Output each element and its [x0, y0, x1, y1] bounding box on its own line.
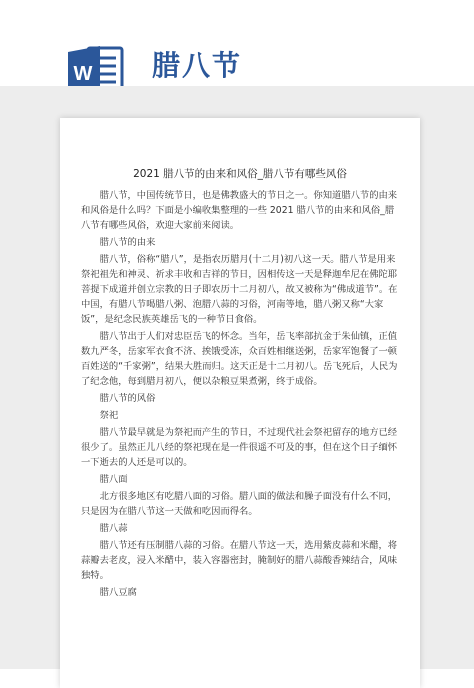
- paragraph: 腊八节，中国传统节日，也是佛教盛大的节日之一。你知道腊八节的由来和风俗是什么吗？下面是小编收集整理的一些 2021 腊八节的由来和风俗_腊八节有哪些风俗，欢迎大家前来阅读。: [81, 190, 398, 231]
- document-title: 2021 腊八节的由来和风俗_腊八节有哪些风俗: [133, 168, 347, 180]
- paragraph: 北方很多地区有吃腊八面的习俗。腊八面的做法和臊子面没有什么不同，只是因为在腊八节这一天做和吃因而得名。: [81, 491, 398, 517]
- paragraph: 腊八节出于人们对忠臣岳飞的怀念。当年，岳飞率部抗金于朱仙镇，正值数九严冬，岳家军衣食不济、挨饿受冻，众百姓相继送粥，岳家军饱餐了一顿百姓送的“千家粥”，结果大胜而归。这天正是十二月初八。岳飞死后，人民为了纪念他，每到腊月初八，便以杂粮豆果煮粥，终于成俗。: [81, 331, 398, 387]
- section-heading: 腊八面: [99, 474, 128, 485]
- paragraph: 腊八节，俗称“腊八”，是指农历腊月(十二月)初八这一天。腊八节是用来祭祀祖先和神灵、祈求丰收和吉祥的节日，因相传这一天是释迦牟尼在佛陀耶菩提下成道并创立宗教的日子即农历十二月初八，故又被称为“佛成道节”。在中国，有腊八节喝腊八粥、泡腊八蒜的习俗，河南等地，腊八粥又称“大家饭”，是纪念民族英雄岳飞的一种节日食俗。: [81, 254, 398, 325]
- paragraph: 腊八节还有压制腊八蒜的习俗。在腊八节这一天，选用紫皮蒜和米醋，将蒜瓣去老皮，浸入米醋中，装入容器密封，腌制好的腊八蒜酸香辣结合，风味独特。: [81, 540, 398, 581]
- section-heading: 腊八节的由来: [99, 237, 156, 248]
- logo-letter: W: [73, 63, 93, 85]
- app-title: 腊八节: [152, 49, 243, 82]
- section-heading: 祭祀: [99, 410, 119, 421]
- paragraph: 腊八节最早就是为祭祀而产生的节日，不过现代社会祭祀留存的地方已经很少了。虽然正儿八经的祭祀现在是一件很遥不可及的事，但在这个日子缅怀一下逝去的人还是可以的。: [81, 427, 398, 468]
- document-page: [60, 118, 420, 688]
- section-heading: 腊八节的风俗: [99, 393, 156, 404]
- section-heading: 腊八蒜: [99, 523, 128, 534]
- section-heading: 腊八豆腐: [99, 587, 137, 598]
- document-body: [81, 188, 399, 602]
